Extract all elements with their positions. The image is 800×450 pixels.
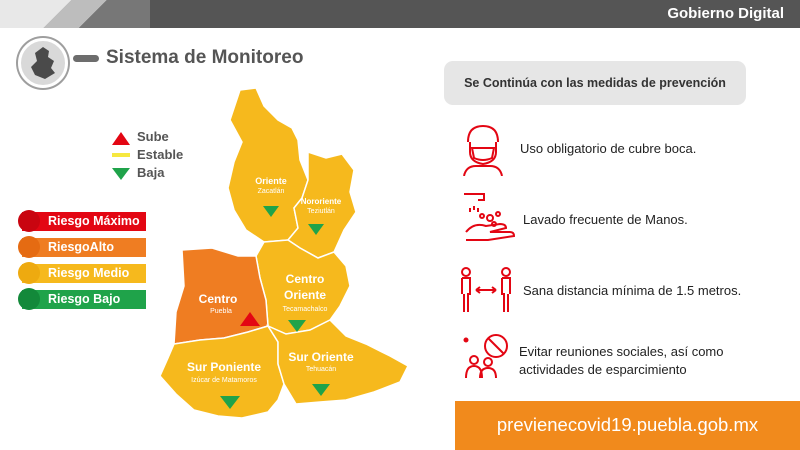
risk-dot-icon — [18, 262, 40, 284]
region-city-centro-oriente: Tecamachalco — [282, 306, 328, 313]
measure-text: Lavado frecuente de Manos. — [523, 212, 688, 227]
puebla-regions-map — [160, 80, 415, 425]
measure-text: Uso obligatorio de cubre boca. — [520, 141, 697, 156]
measures-heading-pill — [444, 61, 746, 105]
region-city-sur-oriente: Tehuacán — [305, 366, 337, 373]
green-down-triangle-icon — [220, 396, 240, 409]
measures-heading: Se Continúa con las medidas de prevención — [464, 76, 726, 90]
footer-url-banner[interactable] — [455, 401, 800, 450]
risk-dot-icon — [18, 236, 40, 258]
risk-legend-bajo — [22, 290, 146, 309]
red-up-triangle-icon — [240, 312, 260, 326]
social-distance-icon — [456, 266, 516, 319]
region-name-sur-poniente: Sur Poniente — [186, 360, 261, 374]
hand-washing-icon — [460, 188, 516, 251]
risk-label: Riesgo Bajo — [48, 292, 121, 306]
measure-text-line1: Evitar reuniones sociales, así como — [519, 344, 724, 359]
region-name-nororiente: Nororiente — [300, 197, 342, 206]
risk-label: Riesgo Máximo — [48, 214, 140, 228]
face-mask-icon — [460, 122, 506, 181]
risk-dot-icon — [18, 210, 40, 232]
green-down-triangle-icon — [288, 320, 306, 332]
no-gatherings-icon — [462, 332, 512, 385]
measure-text-line2: actividades de esparcimiento — [519, 362, 687, 377]
trend-label: Baja — [137, 165, 165, 180]
header-decoration — [0, 0, 150, 28]
trend-label: Estable — [137, 147, 184, 162]
footer-url-link[interactable]: previenecovid19.puebla.gob.mx — [496, 414, 759, 435]
risk-legend-alto — [22, 238, 146, 257]
green-down-triangle-icon — [308, 224, 324, 236]
risk-legend-maximo — [22, 212, 146, 231]
region-city-nororiente: Teziutlán — [307, 208, 335, 215]
green-down-triangle-icon — [263, 206, 279, 218]
puebla-state-logo-icon — [18, 38, 68, 88]
page-title: Sistema de Monitoreo — [106, 47, 304, 68]
region-name-centro-oriente-line2: Oriente — [283, 288, 326, 302]
region-name-sur-oriente: Sur Oriente — [288, 350, 354, 364]
risk-label: RiesgoAlto — [48, 240, 114, 254]
title-dash-decoration — [73, 55, 99, 62]
yellow-bar-icon — [112, 153, 130, 157]
risk-legend-medio — [22, 264, 146, 283]
top-header-bar — [0, 0, 800, 28]
region-city-oriente: Zacatlán — [257, 188, 285, 195]
red-up-triangle-icon — [112, 132, 130, 145]
region-city-sur-poniente: Izúcar de Matamoros — [191, 377, 257, 384]
risk-label: Riesgo Medio — [48, 266, 130, 280]
trend-label: Sube — [137, 129, 169, 144]
region-name-centro: Centro — [198, 292, 238, 306]
region-city-centro: Puebla — [210, 308, 232, 315]
green-down-triangle-icon — [312, 384, 330, 396]
green-down-triangle-icon — [112, 168, 130, 180]
measure-text: Sana distancia mínima de 1.5 metros. — [523, 283, 742, 298]
region-name-oriente: Oriente — [255, 176, 287, 186]
region-name-centro-oriente-line1: Centro — [285, 272, 325, 286]
header-title: Gobierno Digital — [667, 5, 784, 22]
risk-dot-icon — [18, 288, 40, 310]
measure-text — [519, 343, 723, 379]
